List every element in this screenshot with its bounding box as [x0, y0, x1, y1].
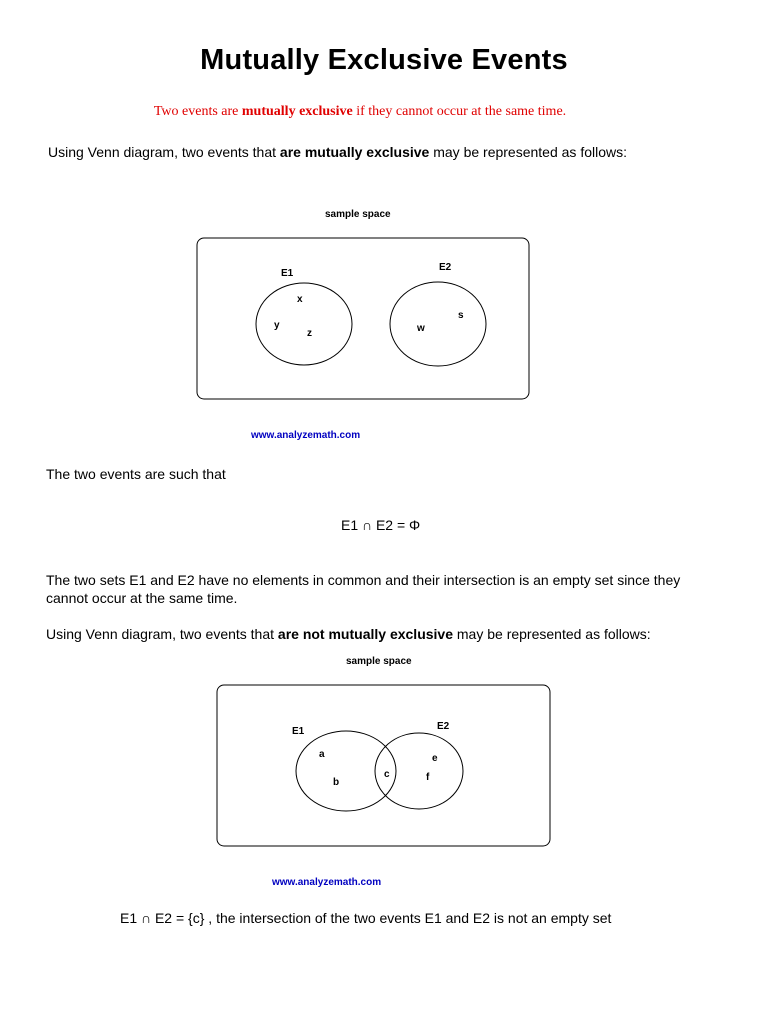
definition [0, 104, 720, 120]
diagram1-e1-label: E1 [281, 268, 294, 279]
intro-text: Using Venn diagram, two events that [46, 626, 278, 642]
diagram2-watermark: www.analyzemath.com [272, 877, 382, 888]
definition-term: mutually exclusive [241, 104, 353, 119]
diagram2-element-a: a [319, 749, 325, 760]
diagram1-element-y: y [274, 320, 280, 331]
intro-not-mutually-exclusive [46, 625, 756, 643]
diagram1-e1-circle [256, 283, 352, 365]
page-title: Mutually Exclusive Events [200, 44, 568, 76]
diagram1-watermark: www.analyzemath.com [251, 430, 361, 441]
equation-empty-intersection: E1 ∩ E2 = Φ [341, 517, 421, 533]
diagram1-element-w: w [417, 323, 425, 334]
definition-text: Two events are [153, 104, 242, 119]
diagram2-e1-label: E1 [292, 726, 305, 737]
diagram1-caption: sample space [325, 209, 391, 220]
intro-text-end: may be represented as follows: [429, 144, 627, 160]
intro-text: Using Venn diagram, two events that [48, 144, 280, 160]
definition-text-end: if they cannot occur at the same time. [352, 104, 567, 119]
diagram2-e2-label: E2 [437, 721, 450, 732]
diagram2-sample-space-box [217, 685, 550, 846]
diagram1-sample-space-box [197, 238, 529, 399]
diagram1-element-s: s [458, 310, 464, 321]
diagram1-element-x: x [297, 294, 303, 305]
explanation-paragraph: The two sets E1 and E2 have no elements in common and their intersection is an empty set since they cannot occur at the same time. [46, 572, 681, 606]
intro-emphasis: are not mutually exclusive [277, 626, 453, 642]
diagram2-element-b: b [333, 777, 340, 788]
equation-nonempty-intersection: E1 ∩ E2 = {c} , the intersection of the two events E1 and E2 is not an empty set [120, 910, 612, 926]
diagram1-e2-circle [390, 282, 486, 366]
diagram2-e1-circle [296, 731, 396, 811]
diagram2-element-f: f [426, 772, 430, 783]
such-that-text: The two events are such that [46, 466, 226, 482]
intro-text-end: may be represented as follows: [453, 626, 651, 642]
intro-emphasis: are mutually exclusive [279, 144, 430, 160]
intro-mutually-exclusive [48, 143, 748, 161]
diagram1-element-z: z [307, 328, 312, 339]
diagram2-element-e: e [432, 753, 438, 764]
diagram2-element-c: c [384, 769, 390, 780]
diagram2-caption: sample space [346, 656, 412, 667]
diagram1-e2-label: E2 [439, 262, 452, 273]
